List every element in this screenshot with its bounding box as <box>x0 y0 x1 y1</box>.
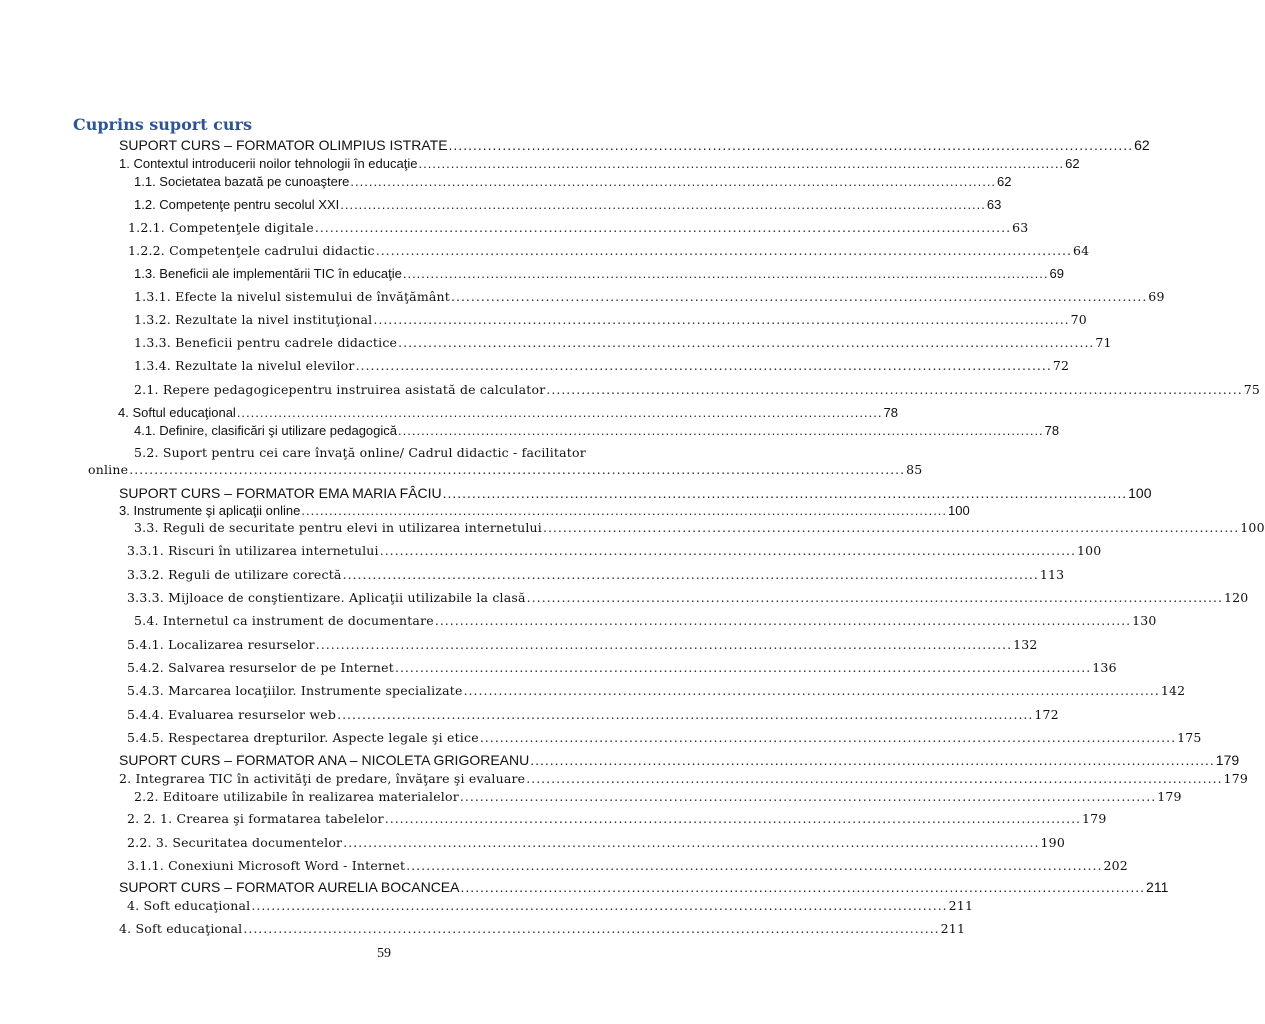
toc-entry-label: 3.1.1. Conexiuni Microsoft Word - Internet <box>127 858 406 873</box>
toc-dot-leader: ............................................................................................................................................ <box>463 683 1160 698</box>
toc-entry[interactable] <box>127 542 1102 559</box>
toc-entry-label: 5.4.4. Evaluarea resurselor web <box>127 707 337 722</box>
toc-dot-leader: ............................................................................................................................................ <box>350 174 997 189</box>
toc-dot-leader: ............................................................................................................................................ <box>526 590 1223 605</box>
toc-dot-leader: ............................................................................................................................................ <box>373 312 1070 327</box>
toc-entry-label[interactable]: 5.2. Suport pentru cei care învaţă online/ Cadrul didactic - facilitator <box>134 445 586 460</box>
toc-entry-page: 211 <box>1146 879 1169 895</box>
toc-entry-label: 4. Soft educaţional <box>127 898 251 913</box>
toc-entry[interactable] <box>119 752 1240 769</box>
toc-entry[interactable] <box>134 196 1002 213</box>
toc-entry-label: 1.2. Competenţe pentru secolul XXI <box>134 197 340 212</box>
toc-entry[interactable] <box>119 137 1150 154</box>
toc-entry[interactable] <box>119 502 970 519</box>
toc-entry-page: 62 <box>1065 156 1080 171</box>
toc-dot-leader: ............................................................................................................................................ <box>342 567 1039 582</box>
toc-entry-label: SUPORT CURS – FORMATOR EMA MARIA FÂCIU <box>119 485 442 501</box>
toc-dot-leader: ............................................................................................................................................ <box>406 858 1103 873</box>
page-number: 59 <box>377 946 391 961</box>
toc-dot-leader: ............................................................................................................................................ <box>337 707 1034 722</box>
toc-entry-label: 2.1. Repere pedagogicepentru instruirea asistată de calculator <box>134 382 546 397</box>
toc-entry-label: 1. Contextul introducerii noilor tehnologii în educaţie <box>119 156 418 171</box>
toc-entry[interactable] <box>128 219 1029 236</box>
toc-entry[interactable] <box>127 566 1065 583</box>
toc-entry[interactable] <box>119 920 966 937</box>
toc-dot-leader: ............................................................................................................................................ <box>398 335 1095 350</box>
toc-dot-leader: ............................................................................................................................................ <box>243 921 940 936</box>
toc-dot-leader: ............................................................................................................................................ <box>398 423 1044 438</box>
toc-entry-page: 78 <box>1044 423 1060 438</box>
toc-dot-leader: ............................................................................................................................................ <box>379 543 1076 558</box>
toc-entry[interactable] <box>119 770 1249 787</box>
toc-dot-leader: ............................................................................................................................................ <box>479 730 1177 745</box>
toc-entry-page: 85 <box>906 462 923 477</box>
toc-entry[interactable] <box>119 879 1169 896</box>
toc-entry[interactable] <box>134 311 1087 328</box>
toc-entry-label: 5.4.1. Localizarea resurselor <box>127 637 315 652</box>
toc-entry-page: 63 <box>1012 220 1029 235</box>
toc-entry-page: 69 <box>1148 289 1165 304</box>
toc-entry-label: 1.3. Beneficii ale implementării TIC în educaţie <box>134 266 402 281</box>
toc-entry-page: 64 <box>1073 243 1090 258</box>
toc-entry-label: 4. Soft educaţional <box>119 921 243 936</box>
toc-dot-leader: ............................................................................................................................................................ <box>129 462 906 477</box>
toc-dot-leader: ............................................................................................................................................ <box>384 811 1082 826</box>
toc-entry[interactable] <box>127 897 974 914</box>
toc-dot-leader: ............................................................................................................................................ <box>546 382 1243 397</box>
toc-dot-leader: ............................................................................................................................................ <box>542 520 1240 535</box>
toc-entry-label: 1.3.3. Beneficii pentru cadrele didactice <box>134 335 398 350</box>
toc-entry-label: 1.1. Societatea bazată pe cunoaştere <box>134 174 350 189</box>
toc-dot-leader: ............................................................................................................................................ <box>448 137 1134 153</box>
toc-entry-label: 2.2. 3. Securitatea documentelor <box>127 835 343 850</box>
toc-dot-leader: ............................................................................................................................................ <box>418 156 1065 171</box>
toc-entry[interactable] <box>127 659 1117 676</box>
toc-entry-page: 130 <box>1132 613 1157 628</box>
toc-dot-leader: ............................................................................................................................................ <box>394 660 1092 675</box>
toc-dot-leader: ............................................................................................................................................ <box>236 405 883 420</box>
toc-entry-page: 72 <box>1052 358 1070 373</box>
toc-entry-page: 75 <box>1243 382 1260 397</box>
toc-dot-leader: ............................................................................................................................................ <box>314 220 1012 235</box>
toc-entry-page: 142 <box>1160 683 1186 698</box>
toc-entry-page: 62 <box>997 174 1012 189</box>
toc-dot-leader: ............................................................................................................................................ <box>451 289 1148 304</box>
toc-entry-label: 2. 2. 1. Crearea şi formatarea tabelelor <box>127 811 384 826</box>
toc-entry-page: 172 <box>1034 707 1059 722</box>
toc-entry-label: 3.3.1. Riscuri în utilizarea internetului <box>127 543 379 558</box>
toc-entry-page: 71 <box>1095 335 1112 350</box>
toc-entry-label: SUPORT CURS – FORMATOR AURELIA BOCANCEA <box>119 879 460 895</box>
toc-entry-label: 5.4. Internetul ca instrument de documentare <box>134 613 434 628</box>
toc-dot-leader: ............................................................................................................................................ <box>315 637 1013 652</box>
toc-entry[interactable] <box>119 485 1152 502</box>
toc-entry-page: 211 <box>948 898 974 913</box>
toc-entry[interactable] <box>127 589 1249 606</box>
toc-entry-label: 1.2.1. Competenţele digitale <box>128 220 314 235</box>
toc-dot-leader: ............................................................................................................................................ <box>375 243 1073 258</box>
toc-entry[interactable] <box>88 461 923 478</box>
toc-dot-leader: ............................................................................................................................................ <box>530 752 1215 768</box>
toc-entry[interactable] <box>127 682 1186 699</box>
toc-entry-page: 69 <box>1049 266 1064 281</box>
toc-entry[interactable] <box>134 519 1265 536</box>
toc-entry[interactable] <box>127 729 1202 746</box>
toc-entry-page: 211 <box>940 921 966 936</box>
toc-dot-leader: ............................................................................................................................................ <box>343 835 1040 850</box>
toc-entry-label: 5.4.3. Marcarea locaţiilor. Instrumente specializate <box>127 683 463 698</box>
toc-entry-page: 70 <box>1070 312 1087 327</box>
toc-entry-page: 136 <box>1092 660 1117 675</box>
toc-entry-label: 3.3. Reguli de securitate pentru elevi in utilizarea internetului <box>134 520 542 535</box>
toc-entry-label: SUPORT CURS – FORMATOR OLIMPIUS ISTRATE <box>119 137 448 153</box>
toc-dot-leader: ............................................................................................................................................ <box>355 358 1052 373</box>
toc-entry[interactable] <box>134 612 1157 629</box>
toc-entry[interactable] <box>127 636 1038 653</box>
toc-dot-leader: ............................................................................................................................................ <box>459 789 1157 804</box>
toc-entry[interactable] <box>134 788 1182 805</box>
toc-entry-page: 120 <box>1223 590 1249 605</box>
toc-entry[interactable] <box>119 155 1080 172</box>
toc-entry-page: 63 <box>986 197 1002 212</box>
toc-entry-page: 100 <box>1128 485 1152 501</box>
toc-entry[interactable] <box>134 381 1260 398</box>
toc-entry[interactable] <box>134 265 1064 282</box>
toc-entry-page: 175 <box>1177 730 1202 745</box>
toc-entry-page: 62 <box>1134 137 1150 153</box>
toc-dot-leader: ............................................................................................................................................ <box>460 879 1146 895</box>
toc-entry[interactable] <box>134 288 1165 305</box>
toc-entry-page: 202 <box>1103 858 1128 873</box>
toc-dot-leader: ............................................................................................................................................ <box>340 197 986 212</box>
toc-entry-label: 3.3.2. Reguli de utilizare corectă <box>127 567 342 582</box>
toc-entry[interactable] <box>118 404 898 421</box>
toc-entry-page: 179 <box>1223 771 1249 786</box>
toc-entry-page: 179 <box>1082 811 1107 826</box>
toc-entry[interactable] <box>134 334 1112 351</box>
toc-entry-page: 100 <box>1240 520 1265 535</box>
toc-entry-label: 1.3.1. Efecte la nivelul sistemului de învăţământ <box>134 289 451 304</box>
toc-heading: Cuprins suport curs <box>73 115 252 134</box>
toc-entry-label-continued: online <box>88 462 129 477</box>
toc-entry-label: 2. Integrarea TIC în activităţi de predare, învăţare şi evaluare <box>119 771 526 786</box>
toc-entry-label: 1.3.2. Rezultate la nivel instituţional <box>134 312 373 327</box>
toc-entry-page: 190 <box>1040 835 1065 850</box>
toc-entry[interactable] <box>127 810 1107 827</box>
toc-entry[interactable] <box>128 242 1090 259</box>
toc-entry[interactable] <box>134 173 1012 190</box>
toc-dot-leader: ............................................................................................................................................ <box>442 485 1128 501</box>
toc-entry-label: 5.4.2. Salvarea resurselor de pe Internet <box>127 660 394 675</box>
toc-entry-label: 1.2.2. Competenţele cadrului didactic <box>128 243 375 258</box>
toc-entry-page: 113 <box>1039 567 1065 582</box>
toc-entry-label: 1.3.4. Rezultate la nivelul elevilor <box>134 358 355 373</box>
toc-entry-label: 4. Softul educaţional <box>118 405 236 420</box>
toc-dot-leader: ............................................................................................................................................ <box>526 771 1223 786</box>
toc-entry-page: 179 <box>1157 789 1182 804</box>
toc-dot-leader: ............................................................................................................................................ <box>301 503 948 518</box>
toc-entry-page: 78 <box>883 405 898 420</box>
toc-entry[interactable] <box>127 706 1059 723</box>
toc-dot-leader: ............................................................................................................................................ <box>434 613 1132 628</box>
toc-entry-label: 4.1. Definire, clasificări şi utilizare pedagogică <box>134 423 398 438</box>
toc-entry[interactable] <box>127 834 1065 851</box>
toc-dot-leader: ............................................................................................................................................ <box>402 266 1049 281</box>
toc-entry[interactable] <box>127 857 1128 874</box>
toc-entry-page: 179 <box>1215 752 1240 768</box>
toc-entry[interactable] <box>134 357 1070 374</box>
toc-entry-label: 5.4.5. Respectarea drepturilor. Aspecte legale şi etice <box>127 730 479 745</box>
toc-entry[interactable] <box>134 422 1060 439</box>
toc-entry-label: 2.2. Editoare utilizabile în realizarea materialelor <box>134 789 459 804</box>
toc-entry-label: 3. Instrumente şi aplicaţii online <box>119 503 301 518</box>
toc-dot-leader: ............................................................................................................................................ <box>251 898 948 913</box>
toc-entry-page: 132 <box>1013 637 1038 652</box>
toc-entry-page: 100 <box>1077 543 1102 558</box>
toc-entry-label: 3.3.3. Mijloace de conştientizare. Aplicaţii utilizabile la clasă <box>127 590 526 605</box>
toc-entry-page: 100 <box>948 503 970 518</box>
toc-entry-label: SUPORT CURS – FORMATOR ANA – NICOLETA GRIGOREANU <box>119 752 530 768</box>
